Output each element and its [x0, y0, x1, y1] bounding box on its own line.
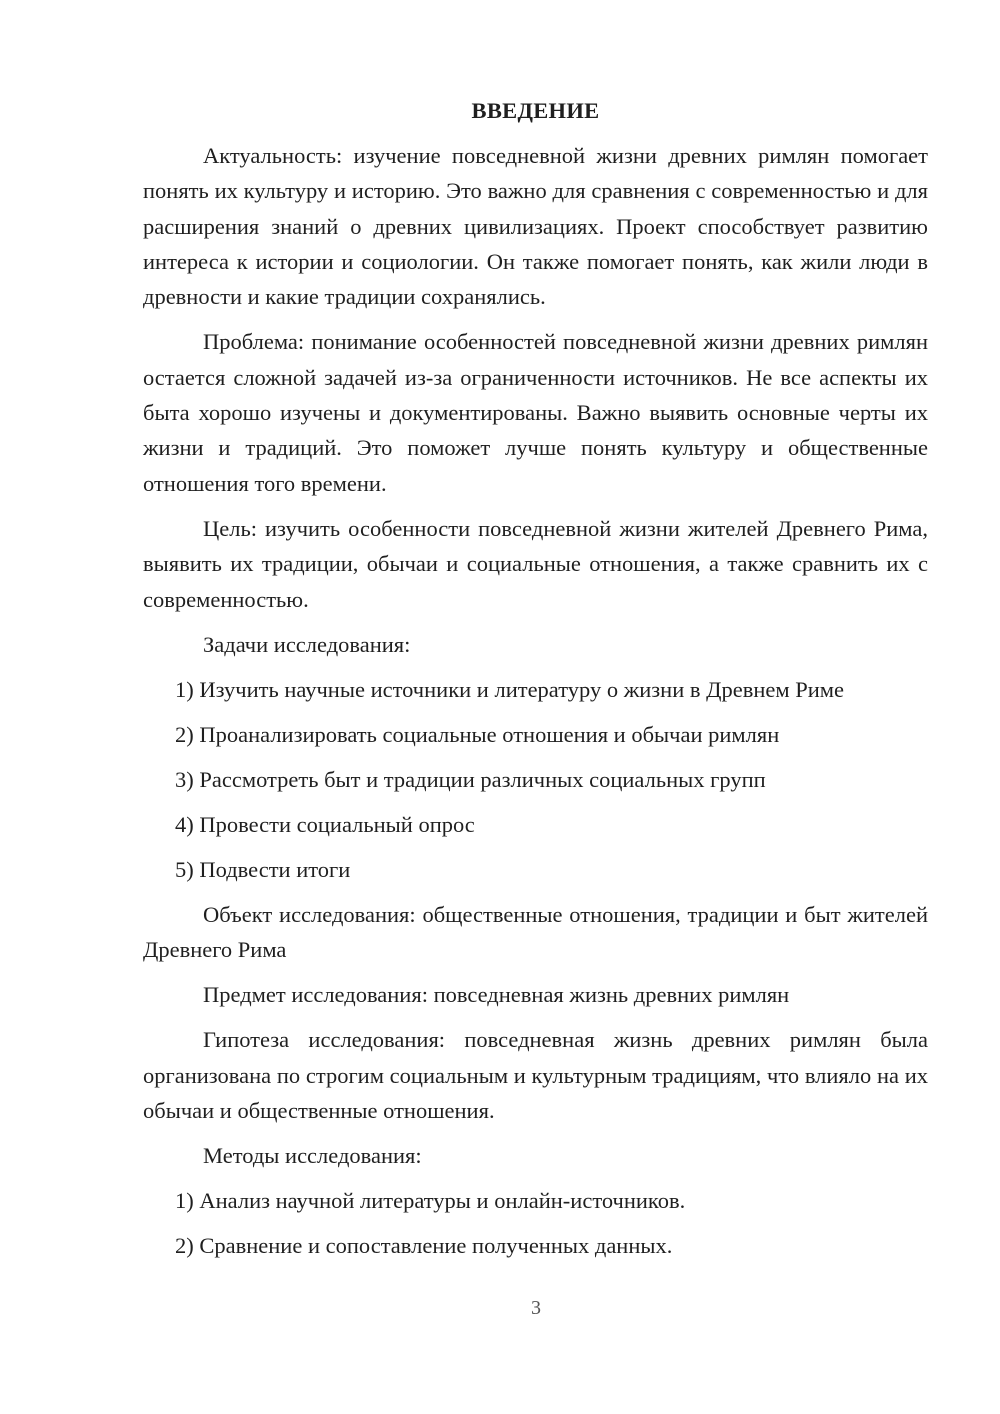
relevance-paragraph: Актуальность: изучение повседневной жизни древних римлян помогает понять их культуру и историю. Это важно для сравнения с современностью и для расширения знаний о древних цивилизациях. Проект способствует развитию интереса к истории и социологии. Он также помогает понять, как жили люди в древности и какие традиции сохранялись. [143, 143, 928, 310]
goal-paragraph: Цель: изучить особенности повседневной жизни жителей Древнего Рима, выявить их традиции, обычаи и социальные отношения, а также сравнить их с современностью. [143, 515, 928, 612]
task-item-4: 4) Провести социальный опрос [175, 811, 475, 837]
section-heading: ВВЕДЕНИЕ [471, 98, 600, 123]
task-item-2: 2) Проанализировать социальные отношения и обычаи римлян [175, 721, 780, 747]
method-item-1: 1) Анализ научной литературы и онлайн-источников. [175, 1188, 686, 1214]
subject-paragraph: Предмет исследования: повседневная жизнь древних римлян [203, 982, 790, 1008]
task-item-1: 1) Изучить научные источники и литературу о жизни в Древнем Риме [175, 676, 845, 702]
task-item-3: 3) Рассмотреть быт и традиции различных социальных групп [175, 766, 766, 792]
methods-title: Методы исследования: [203, 1143, 422, 1169]
tasks-title: Задачи исследования: [203, 631, 411, 657]
method-item-2: 2) Сравнение и сопоставление полученных данных. [175, 1233, 673, 1259]
problem-paragraph: Проблема: понимание особенностей повседневной жизни древних римлян остается сложной задачей из-за ограниченности источников. Не все аспекты их быта хорошо изучены и документированы. Важно выявить основные черты их жизни и традиций. Это поможет лучше понять культуру и общественные отношения того времени. [143, 329, 928, 496]
object-paragraph: Объект исследования: общественные отношения, традиции и быт жителей Древнего Рима [143, 901, 928, 963]
task-item-5: 5) Подвести итоги [175, 856, 351, 882]
page-number: 3 [531, 1297, 541, 1319]
hypothesis-paragraph: Гипотеза исследования: повседневная жизнь древних римлян была организована по строгим социальным и культурным традициям, что влияло на их обычаи и общественные отношения. [143, 1027, 928, 1124]
page-content [143, 96, 928, 1273]
